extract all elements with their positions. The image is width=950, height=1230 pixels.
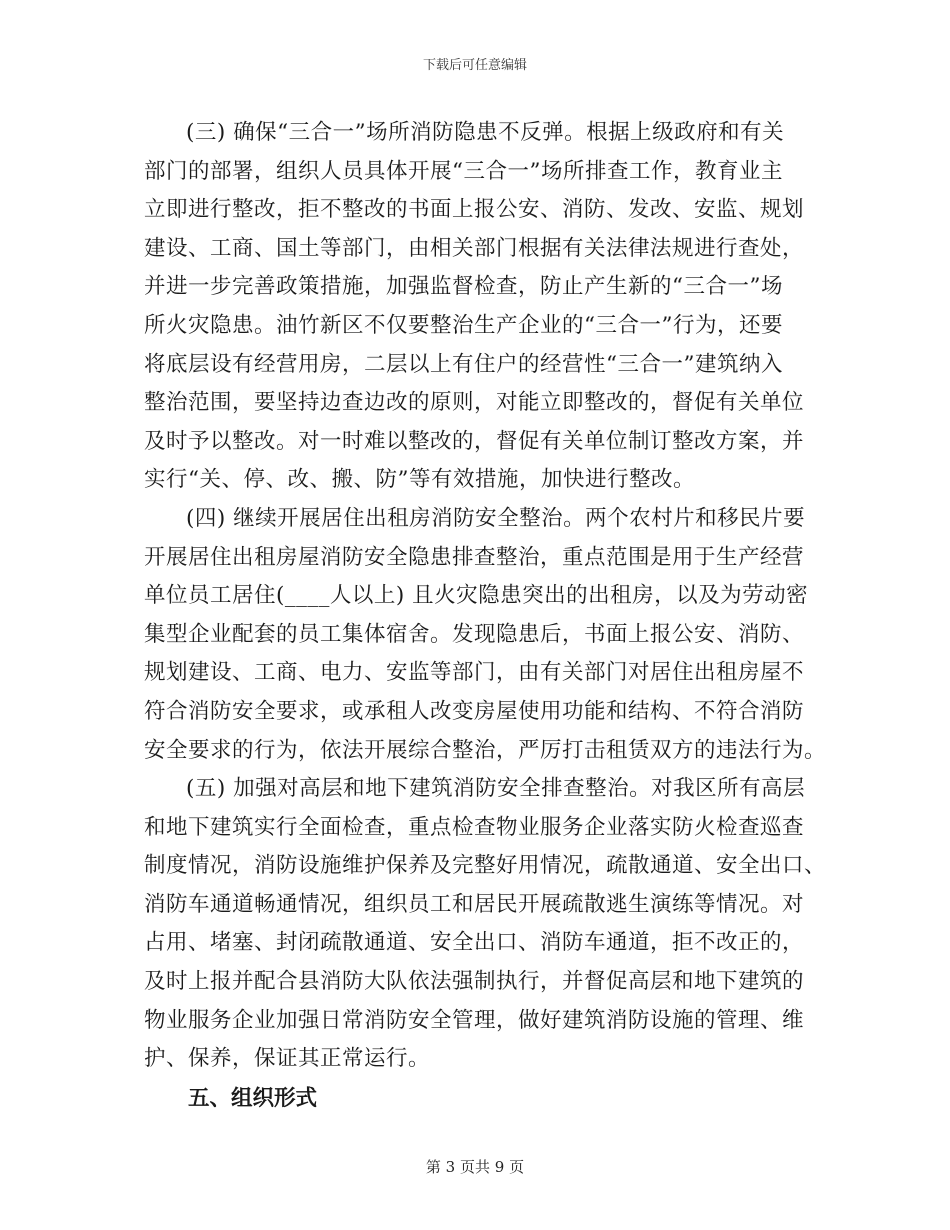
- page-header: 下载后可任意编辑: [422, 58, 527, 73]
- text-line: 开展居住出租房屋消防安全隐患排查整治，重点范围是用于生产经营: [144, 544, 805, 570]
- text-line: 整治范围，要坚持边查边改的原则，对能立即整改的，督促有关单位: [144, 390, 805, 416]
- section-heading: 五、组织形式: [188, 1085, 318, 1111]
- text-line: (四) 继续开展居住出租房消防安全整治。两个农村片和移民片要: [186, 505, 806, 531]
- text-line: 并进一步完善政策措施，加强监督检查，防止产生新的“三合一”场: [144, 274, 783, 300]
- text-line: 和地下建筑实行全面检查，重点检查物业服务企业落实防火检查巡查: [144, 814, 805, 840]
- page-footer: 第 3 页共 9 页: [425, 1158, 525, 1176]
- text-line: 消防车通道畅通情况，组织员工和居民开展疏散逃生演练等情况。对: [144, 891, 805, 917]
- paragraph-3: [144, 114, 804, 500]
- text-line: (五) 加强对高层和地下建筑消防安全排查整治。对我区所有高层: [186, 776, 806, 802]
- document-body: [144, 114, 827, 1119]
- text-line: 建设、工商、国土等部门，由相关部门根据有关法律法规进行查处，: [144, 235, 805, 261]
- text-line: 单位员工居住(____人以上) 且火灾隐患突出的出租房，以及为劳动密: [144, 583, 809, 609]
- text-line: 及时予以整改。对一时难以整改的，督促有关单位制订整改方案，并: [144, 428, 805, 454]
- text-line: 物业服务企业加强日常消防安全管理，做好建筑消防设施的管理、维: [144, 1007, 805, 1033]
- text-line: 及时上报并配合县消防大队依法强制执行，并督促高层和地下建筑的: [144, 969, 805, 995]
- text-line: 安全要求的行为，依法开展综合整治，严厉打击租赁双方的违法行为。: [144, 737, 827, 763]
- text-line: 立即进行整改，拒不整改的书面上报公安、消防、发改、安监、规划: [144, 197, 805, 223]
- paragraph-5: [144, 770, 827, 1079]
- paragraph-4: [144, 500, 827, 770]
- text-line: 所火灾隐患。油竹新区不仅要整治生产企业的“三合一”行为，还要: [144, 312, 783, 338]
- text-line: 制度情况，消防设施维护保养及完整好用情况，疏散通道、安全出口、: [144, 853, 827, 879]
- text-line: (三) 确保“三合一”场所消防隐患不反弹。根据上级政府和有关: [186, 120, 785, 145]
- text-line: 集型企业配套的员工集体宿舍。发现隐患后，书面上报公安、消防、: [144, 621, 805, 647]
- text-line: 占用、堵塞、封闭疏散通道、安全出口、消防车通道，拒不改正的，: [144, 930, 805, 956]
- text-line: 部门的部署，组织人员具体开展“三合一”场所排查工作，教育业主: [144, 158, 783, 184]
- text-line: 符合消防安全要求，或承租人改变房屋使用功能和结构、不符合消防: [144, 698, 805, 724]
- text-line: 规划建设、工商、电力、安监等部门，由有关部门对居住出租房屋不: [144, 660, 805, 686]
- text-line: 实行“关、停、改、搬、防”等有效措施，加快进行整改。: [144, 467, 695, 493]
- text-line: 将底层设有经营用房，二层以上有住户的经营性“三合一”建筑纳入: [144, 351, 783, 377]
- text-line: 护、保养，保证其正常运行。: [144, 1046, 431, 1072]
